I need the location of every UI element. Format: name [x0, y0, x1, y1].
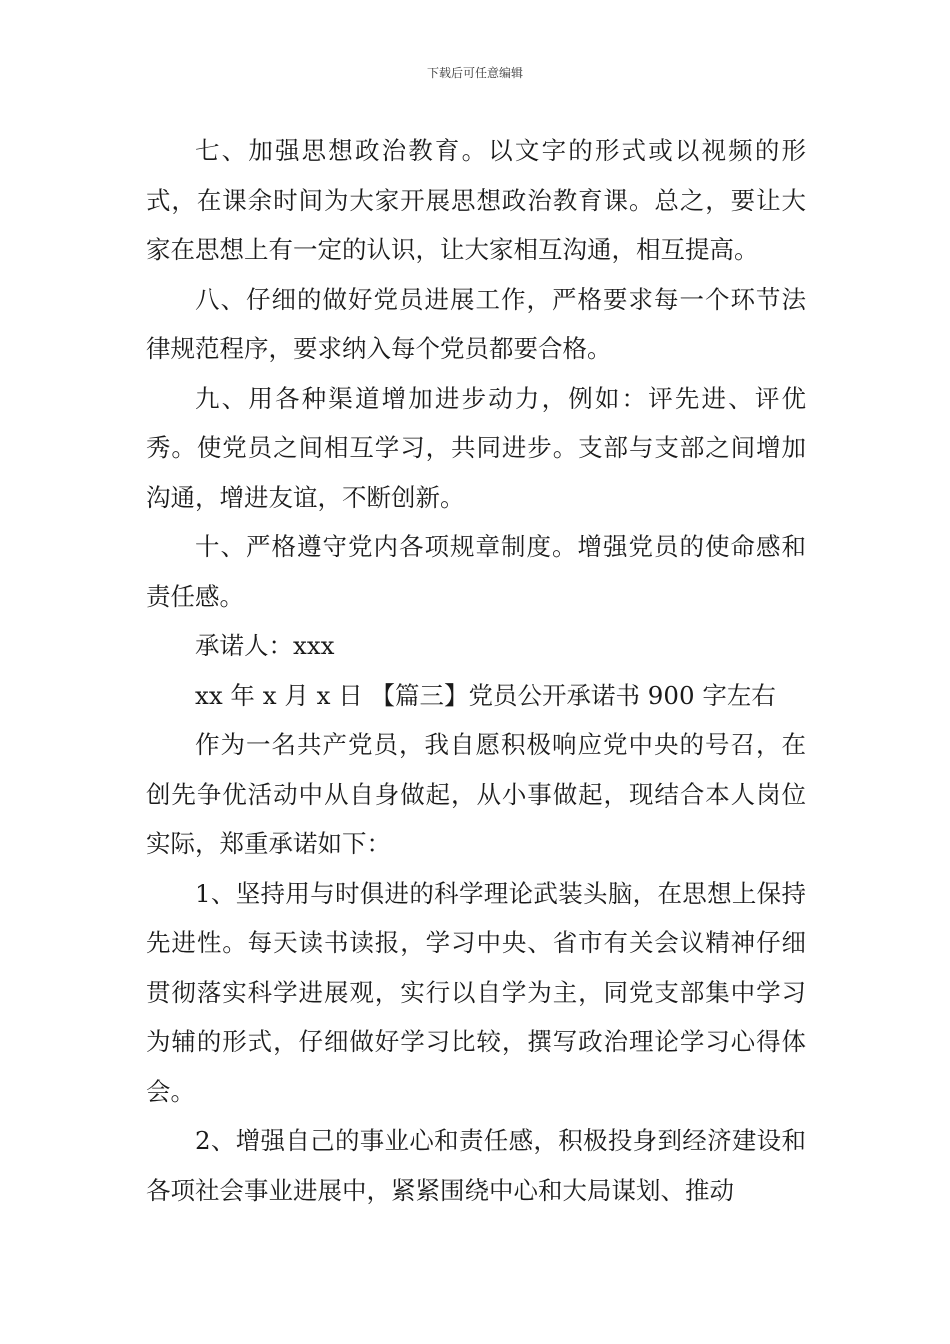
- paragraph-item-10: 十、严格遵守党内各项规章制度。增强党员的使命感和责任感。: [146, 532, 806, 611]
- paragraph-item-9: 九、用各种渠道增加进步动力，例如：评先进、评优秀。使党员之间相互学习，共同进步。支部与支部之间增加沟通，增进友谊，不断创新。: [146, 383, 806, 512]
- document-body: [146, 126, 806, 1215]
- promisor-line: 承诺人：xxx: [195, 631, 335, 660]
- page-header: 下载后可任意编辑: [426, 66, 523, 80]
- paragraph-item-7: 七、加强思想政治教育。以文字的形式或以视频的形式，在课余时间为大家开展思想政治教育课。总之，要让大家在思想上有一定的认识，让大家相互沟通，相互提高。: [146, 136, 806, 264]
- commitment-item-1: 1、坚持用与时俱进的科学理论武装头脑，在思想上保持先进性。每天读书读报，学习中央、省市有关会议精神仔细贯彻落实科学进展观，实行以自学为主，同党支部集中学习为辅的形式，仔细做好学习比较，撰写政治理论学习心得体会。: [146, 878, 806, 1106]
- date-and-section-title: xx 年 x 月 x 日 【篇三】党员公开承诺书 900 字左右: [195, 680, 776, 710]
- paragraph-item-8: 八、仔细的做好党员进展工作，严格要求每一个环节法律规范程序，要求纳入每个党员都要合格。: [146, 284, 806, 363]
- intro-paragraph: 作为一名共产党员，我自愿积极响应党中央的号召，在创先争优活动中从自身做起，从小事做起，现结合本人岗位实际，郑重承诺如下：: [146, 730, 806, 858]
- commitment-item-2: 2、增强自己的事业心和责任感，积极投身到经济建设和各项社会事业进展中，紧紧围绕中心和大局谋划、推动: [146, 1126, 806, 1205]
